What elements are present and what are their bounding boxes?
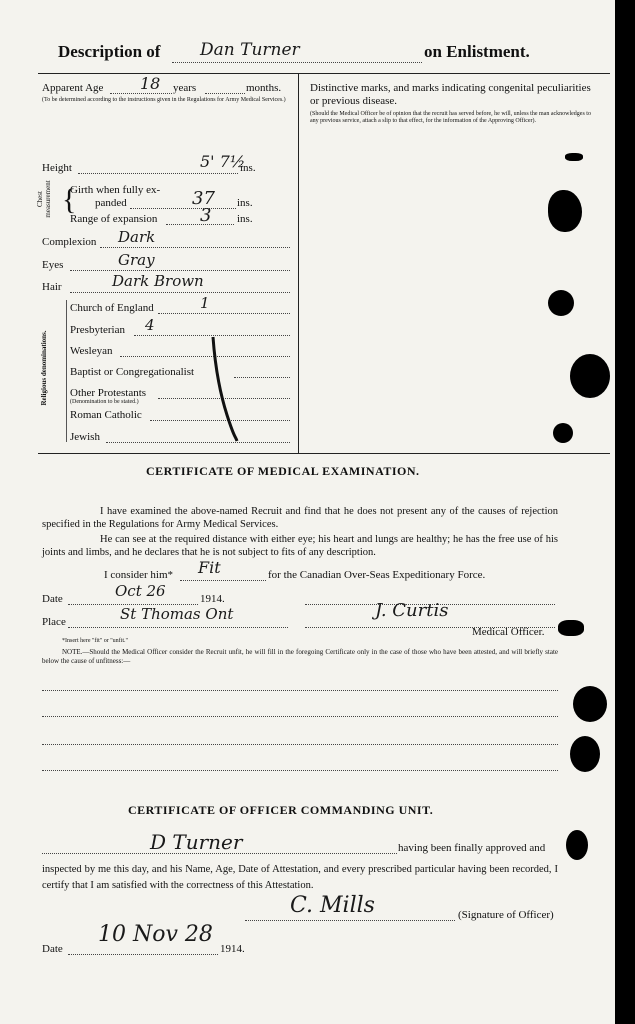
eyes-line	[70, 270, 290, 271]
consider-value: Fit	[198, 558, 221, 577]
range-value: 3	[200, 205, 212, 226]
age-line	[110, 93, 172, 94]
unfit-line-3	[42, 744, 558, 745]
height-label: Height	[42, 162, 72, 174]
name-line	[172, 62, 422, 63]
other-protestants-note: (Denomination to be stated.)	[70, 399, 139, 405]
girth-label-1: Girth when fully ex-	[70, 184, 161, 196]
place-label: Place	[42, 616, 66, 628]
complexion-line	[100, 247, 290, 248]
religion-strikethrough-mark	[205, 335, 245, 445]
chest-label: Chest measurement	[36, 180, 52, 218]
punch-hole-mark	[548, 290, 574, 316]
commanding-para: inspected by me this day, and his Name, Age, Date of Attestation, and every prescribed particular having been recorded, I certify that I am satisfied with the correctness of this Attestation.	[42, 864, 558, 891]
punch-hole-mark	[553, 423, 573, 443]
age-label: Apparent Age	[42, 82, 104, 94]
commanding-signature-line	[245, 920, 455, 921]
years-label: years	[173, 82, 197, 94]
commanding-signature-label: (Signature of Officer)	[458, 909, 554, 921]
medical-para-1: I have examined the above-named Recruit and find that he does not present any of the causes of rejection specified in the Regulations for Army Medical Services.	[42, 506, 558, 530]
age-note: (To be determined according to the instructions given in the Regulations for Army Medical Services.)	[42, 97, 286, 103]
medical-officer-label: Medical Officer.	[472, 626, 545, 638]
complexion-value: Dark	[118, 228, 156, 246]
age-years-value: 18	[140, 74, 161, 93]
girth-line	[130, 208, 236, 209]
medical-para-2: He can see at the required distance with either eye; his heart and lungs are healthy; he has the free use of his joints and limbs, and he declares that he is not subject to fits of any description.	[42, 534, 558, 558]
religion-church-of-england: Church of England	[70, 302, 154, 314]
consider-line	[180, 580, 266, 581]
punch-hole-mark	[570, 354, 610, 398]
hair-value: Dark Brown	[112, 272, 204, 290]
girth-ins-label: ins.	[237, 197, 253, 209]
place-line	[68, 627, 288, 628]
religion-baptist: Baptist or Congregationalist	[70, 366, 195, 378]
months-line	[205, 93, 245, 94]
commanding-certificate-heading: CERTIFICATE OF OFFICER COMMANDING UNIT.	[128, 803, 434, 817]
religion-mark-church: 1	[200, 294, 210, 312]
religion-line-1	[158, 313, 290, 314]
hair-label: Hair	[42, 281, 62, 293]
punch-hole-mark	[566, 830, 588, 860]
recruit-name: Dan Turner	[200, 40, 300, 60]
religion-brace	[66, 300, 67, 442]
unfit-line-4	[42, 770, 558, 771]
commanding-date-line	[68, 954, 218, 955]
religion-presbyterian: Presbyterian	[70, 324, 125, 336]
medical-year-label: 1914.	[200, 593, 225, 605]
medical-date-label: Date	[42, 593, 63, 605]
title-suffix: on Enlistment.	[424, 42, 530, 61]
commanding-signature: C. Mills	[290, 893, 375, 918]
religion-other-protestants: Other Protestants	[70, 387, 147, 399]
religion-wesleyan: Wesleyan	[70, 345, 113, 357]
chest-brace: {	[62, 183, 77, 216]
consider-prefix: I consider him*	[104, 569, 174, 581]
range-ins-label: ins.	[237, 213, 253, 225]
fit-footnote: *Insert here "fit" or "unfit."	[62, 638, 128, 644]
unfit-line-1	[42, 690, 558, 691]
commanding-inline-text: having been finally approved and	[398, 842, 546, 854]
religion-roman-catholic: Roman Catholic	[70, 409, 142, 421]
months-label: months.	[246, 82, 282, 94]
place-value: St Thomas Ont	[120, 605, 234, 623]
religion-jewish: Jewish	[70, 431, 100, 443]
commanding-date-value: 10 Nov 28	[98, 922, 213, 947]
punch-hole-mark	[548, 190, 582, 232]
title-prefix: Description of	[58, 42, 161, 61]
punch-hole-mark	[565, 153, 583, 161]
girth-value: 37	[192, 188, 215, 209]
religion-label: Religious denominations.	[40, 330, 48, 406]
unfit-line-2	[42, 716, 558, 717]
commanding-name-value: D Turner	[150, 830, 243, 854]
distinctive-marks-note: (Should the Medical Officer be of opinion that the recruit has served before, he will, unless the man acknowledges to any previous service, attach a slip to that effect, for the information of the Approving Officer).	[310, 111, 591, 124]
medical-officer-signature: J. Curtis	[375, 600, 449, 621]
consider-suffix: for the Canadian Over-Seas Expeditionary Force.	[268, 569, 486, 581]
box-bottom-border	[38, 453, 610, 454]
punch-hole-mark	[573, 686, 607, 722]
punch-hole-mark	[558, 620, 584, 636]
commanding-date-label: Date	[42, 943, 63, 955]
eyes-label: Eyes	[42, 259, 64, 271]
religion-mark-presbyterian: 4	[145, 316, 155, 334]
range-label: Range of expansion	[70, 213, 158, 225]
medical-note: NOTE.—Should the Medical Officer consider the Recruit unfit, he will fill in the foregoing Certificate only in the case of those who have been attested, and will briefly state below the cause of unfitness:—	[42, 648, 558, 665]
complexion-label: Complexion	[42, 236, 97, 248]
height-line	[78, 173, 238, 174]
box-top-border	[38, 73, 610, 74]
punch-hole-mark	[570, 736, 600, 772]
commanding-year-label: 1914.	[220, 943, 245, 955]
hair-line	[70, 292, 290, 293]
medical-certificate-heading: CERTIFICATE OF MEDICAL EXAMINATION.	[146, 464, 420, 478]
height-value: 5' 7½	[200, 152, 246, 171]
religion-line-7	[106, 442, 290, 443]
column-divider	[298, 73, 299, 454]
height-ins-label: ins.	[240, 162, 256, 174]
medical-date-value: Oct 26	[115, 582, 166, 600]
distinctive-marks-heading: Distinctive marks, and marks indicating congenital peculiarities or previous disease.	[310, 82, 591, 107]
girth-label-2: panded	[95, 197, 127, 209]
eyes-value: Gray	[118, 251, 155, 269]
